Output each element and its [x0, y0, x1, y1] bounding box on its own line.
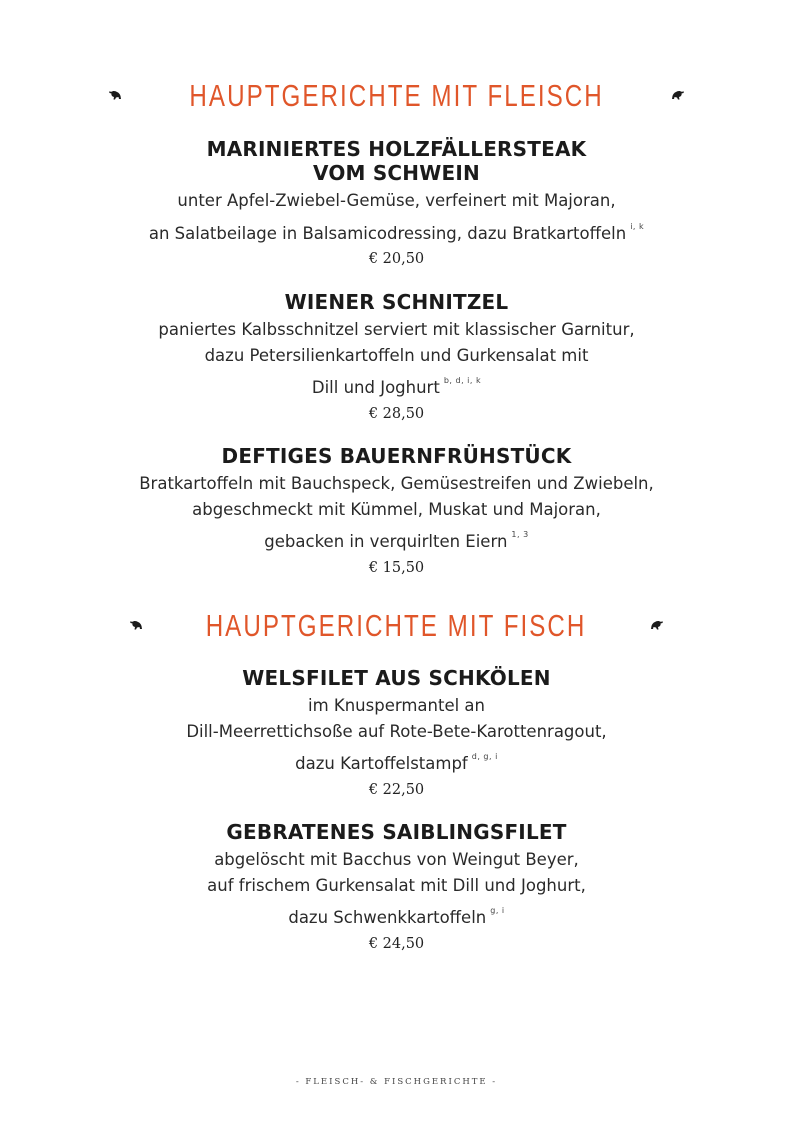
dish-title-line: WELSFILET AUS SCHKÖLEN	[242, 666, 551, 690]
description-text: an Salatbeilage in Balsamicodressing, dazu Bratkartoffeln	[148, 223, 627, 243]
description-line	[0, 744, 793, 777]
description-line: Bratkartoffeln mit Bauchspeck, Gemüsestreifen und Zwiebeln,	[139, 474, 654, 493]
page-footer: - FLEISCH- & FISCHGERICHTE -	[295, 1077, 498, 1087]
description-text: Dill und Joghurt	[311, 378, 440, 397]
description-text: dazu Schwenkkartoffeln	[288, 908, 487, 927]
description-line: im Knuspermantel an	[307, 696, 485, 715]
dish-price: € 20,50	[368, 251, 425, 267]
dish-holzfaellersteak	[0, 137, 793, 272]
dish-saiblingsfilet	[0, 820, 793, 957]
dish-title	[0, 290, 793, 314]
dish-welsfilet	[0, 666, 793, 803]
description-line: abgeschmeckt mit Kümmel, Muskat und Majoran,	[192, 499, 601, 519]
description-line	[0, 214, 793, 247]
section-heading-meat	[0, 78, 793, 114]
bear-ornament-right-icon	[650, 620, 664, 631]
dish-description	[0, 847, 793, 931]
dish-wiener-schnitzel	[0, 290, 793, 427]
dish-title	[0, 666, 793, 690]
description-line: Dill-Meerrettichsoße auf Rote-Bete-Karottenragout,	[186, 721, 607, 741]
description-line: auf frischem Gurkensalat mit Dill und Joghurt,	[207, 875, 586, 895]
description-line	[0, 522, 793, 555]
bear-ornament-left-icon	[108, 90, 122, 101]
description-line: paniertes Kalbsschnitzel serviert mit klassischer Garnitur,	[158, 320, 635, 339]
allergen-codes: d, g, i	[471, 752, 498, 761]
dish-title-line: GEBRATENES SAIBLINGSFILET	[226, 820, 567, 844]
allergen-codes: g, i	[490, 906, 505, 915]
dish-description	[0, 317, 793, 401]
description-text: gebacken in verquirlten Eiern	[264, 532, 508, 551]
description-line: unter Apfel-Zwiebel-Gemüse, verfeinert mit Majoran,	[177, 191, 616, 210]
description-text: dazu Kartoffelstampf	[295, 754, 468, 773]
allergen-codes: i, k	[630, 221, 645, 231]
dish-title	[0, 444, 793, 468]
dish-title-line: WIENER SCHNITZEL	[284, 290, 509, 314]
allergen-codes: b, d, i, k	[443, 376, 482, 385]
dish-description	[0, 188, 793, 246]
dish-price: € 28,50	[368, 405, 425, 422]
dish-price: € 15,50	[368, 559, 425, 576]
dish-title-line: DEFTIGES BAUERNFRÜHSTÜCK	[221, 444, 572, 468]
dish-description	[0, 693, 793, 777]
section-heading-fish	[0, 608, 793, 644]
dish-price: € 24,50	[368, 935, 425, 952]
dish-title-line: VOM SCHWEIN	[313, 161, 480, 185]
description-line	[0, 898, 793, 931]
description-line: dazu Petersilienkartoffeln und Gurkensalat mit	[204, 345, 589, 365]
description-line: abgelöscht mit Bacchus von Weingut Beyer,	[214, 850, 579, 869]
dish-title	[0, 820, 793, 844]
dish-title-line: MARINIERTES HOLZFÄLLERSTEAK	[206, 137, 587, 161]
bear-ornament-left-icon	[129, 620, 143, 631]
description-line	[0, 368, 793, 401]
dish-title	[0, 137, 793, 185]
section-title: HAUPTGERICHTE MIT FLEISCH	[189, 78, 604, 113]
bear-ornament-right-icon	[671, 90, 685, 101]
dish-description	[0, 471, 793, 555]
dish-bauernfruehstueck	[0, 444, 793, 581]
dish-price: € 22,50	[368, 781, 425, 798]
section-title: HAUPTGERICHTE MIT FISCH	[206, 608, 587, 643]
allergen-codes: 1, 3	[511, 530, 529, 539]
